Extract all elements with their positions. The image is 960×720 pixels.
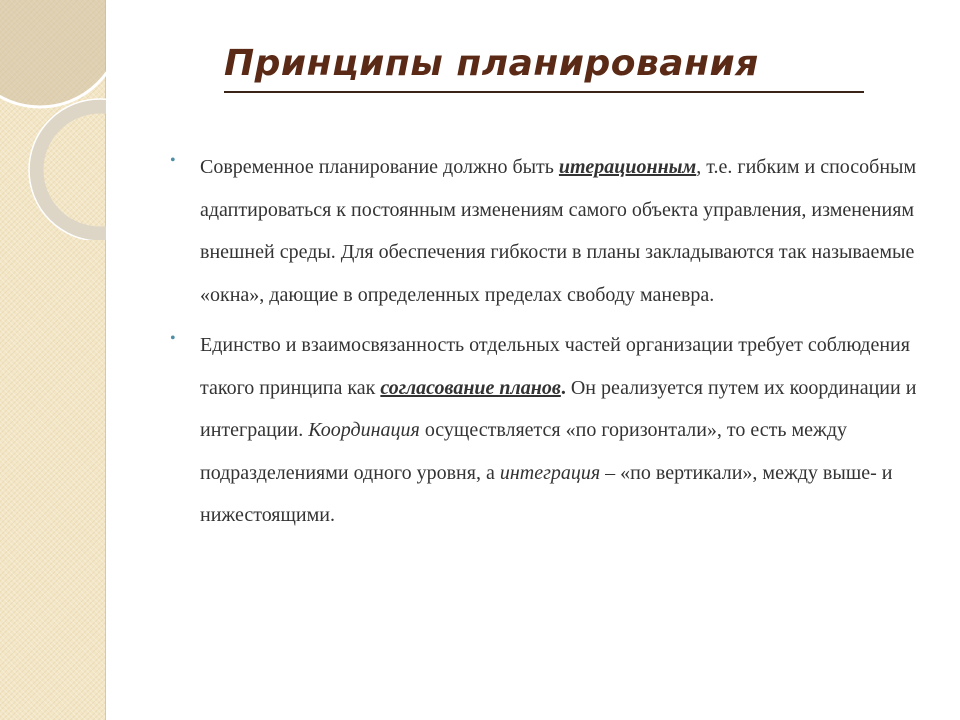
italic-term: Координация: [308, 419, 420, 441]
emphasis-term: согласование планов: [380, 376, 561, 399]
bullet-item: [168, 324, 928, 537]
title-underline: [224, 91, 864, 93]
bullet-text: Современное планирование должно быть итерационным, т.е. гибким и способным адаптироваться к постоянным изменениям самого объекта управления, изменениям внешней среды. Для обеспечения гибкости в планы закладываются так называемые «окна», дающие в определенных пределах свободу маневра.: [200, 156, 917, 306]
italic-term: интеграция: [499, 461, 601, 484]
bullet-list: [168, 146, 928, 545]
bullet-text: Единство и взаимосвязанность отдельных частей организации требует соблюдения такого принципа как согласование планов. Он реализуется путем их координации и интеграции. Координация осуществляется «по горизонтали», то есть между подразделениями одного уровня, а интеграция – «по вертикали», между выше- и нижестоящими.: [200, 334, 917, 526]
bullet-item: [168, 146, 928, 316]
bullet-dot-icon: •: [170, 330, 176, 347]
bullet-dot-icon: •: [170, 152, 176, 169]
emphasis-term: итерационным: [558, 156, 697, 178]
slide-title: Принципы планирования: [224, 43, 759, 84]
decorative-rings-icon: [0, 0, 106, 240]
